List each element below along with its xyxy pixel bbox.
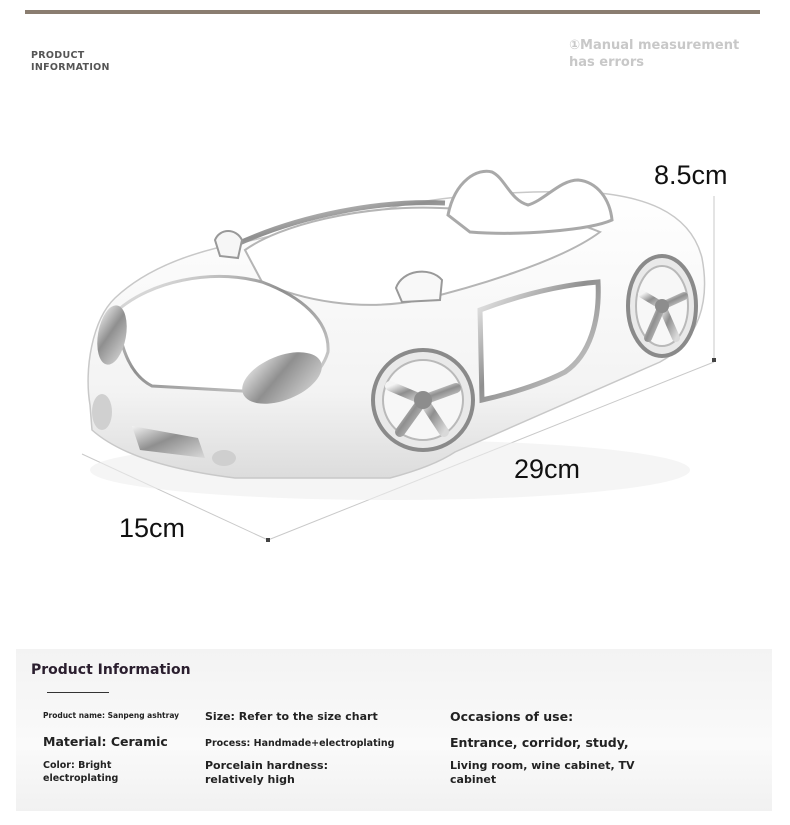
width-dimension: 15cm	[119, 513, 186, 543]
title-underline	[47, 692, 109, 693]
occasions-line-2: Living room, wine cabinet, TV cabinet	[450, 759, 635, 786]
car-ashtray	[88, 171, 704, 500]
occasions-line-1: Entrance, corridor, study,	[450, 735, 629, 750]
color: Color: Bright electroplating	[43, 760, 119, 784]
occasions-label: Occasions of use:	[450, 709, 574, 724]
product-info-panel	[16, 649, 772, 811]
info-title: Product Information	[31, 662, 191, 678]
hardness: Porcelain hardness: relatively high	[205, 759, 328, 786]
height-dimension: 8.5cm	[654, 160, 728, 190]
length-dimension: 29cm	[514, 454, 581, 484]
rear-wheel	[628, 256, 696, 356]
section-label: PRODUCT INFORMATION	[31, 50, 110, 73]
product-name: Product name: Sanpeng ashtray	[43, 711, 180, 720]
material: Material: Ceramic	[43, 734, 168, 749]
measurement-note: ①Manual measurement has errors	[569, 38, 740, 70]
front-wheel	[373, 350, 473, 450]
size: Size: Refer to the size chart	[205, 710, 378, 723]
process: Process: Handmade+electroplating	[205, 738, 395, 749]
